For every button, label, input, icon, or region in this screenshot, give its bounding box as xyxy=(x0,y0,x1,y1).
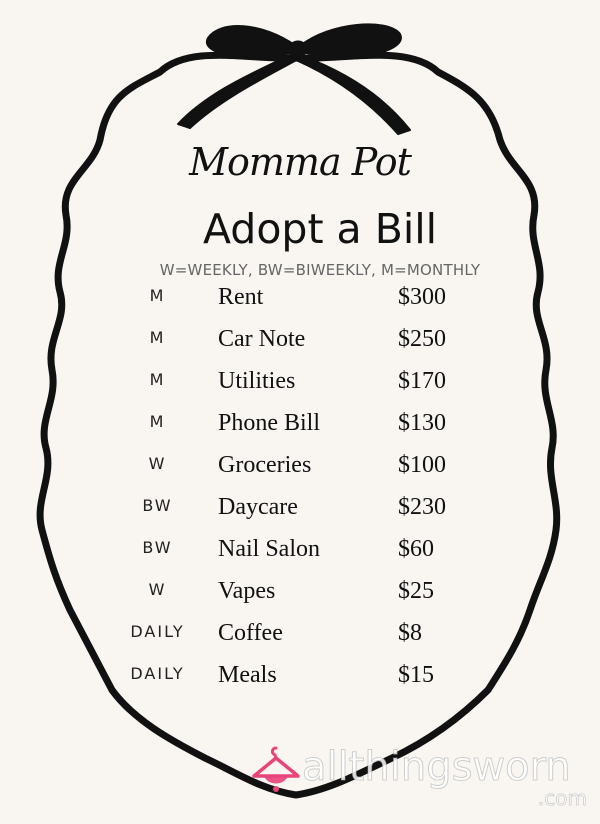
bill-name: Coffee xyxy=(218,620,283,646)
bill-amount: $25 xyxy=(398,578,434,604)
bill-name: Vapes xyxy=(218,578,276,604)
bill-frequency: W xyxy=(148,580,167,599)
bill-name: Daycare xyxy=(218,494,298,520)
bill-amount: $250 xyxy=(398,326,446,352)
bill-amount: $170 xyxy=(398,368,446,394)
bill-amount: $230 xyxy=(398,494,446,520)
ribbon-bow-icon xyxy=(178,24,410,134)
bill-row xyxy=(0,326,600,368)
bill-name: Rent xyxy=(218,284,264,310)
bill-name: Phone Bill xyxy=(218,410,321,436)
bill-name: Nail Salon xyxy=(218,536,320,562)
bill-frequency: BW xyxy=(142,538,173,557)
watermark xyxy=(250,738,595,813)
hanger-icon xyxy=(250,742,302,794)
bill-row xyxy=(0,452,600,494)
bill-frequency: M xyxy=(149,286,166,305)
bill-row xyxy=(0,368,600,410)
watermark-domain: .com xyxy=(537,786,587,810)
bill-amount: $300 xyxy=(398,284,446,310)
bill-list xyxy=(0,284,600,704)
bill-name: Car Note xyxy=(218,326,306,352)
bill-amount: $130 xyxy=(398,410,446,436)
bill-row xyxy=(0,536,600,578)
bill-row xyxy=(0,410,600,452)
bill-amount: $100 xyxy=(398,452,446,478)
watermark-text: allthingsworn xyxy=(302,744,571,790)
bill-name: Meals xyxy=(218,662,277,688)
bill-row xyxy=(0,494,600,536)
brand-logo-text: Momma Pot xyxy=(189,140,411,184)
bill-amount: $8 xyxy=(398,620,422,646)
bill-amount: $15 xyxy=(398,662,434,688)
frequency-legend: W=WEEKLY, BW=BIWEEKLY, M=MONTHLY xyxy=(159,261,481,279)
bill-frequency: DAILY xyxy=(130,664,185,683)
bill-row xyxy=(0,620,600,662)
page-title: Adopt a Bill xyxy=(202,205,438,253)
bill-frequency: W xyxy=(148,454,167,473)
bill-name: Groceries xyxy=(218,452,312,478)
bill-frequency: M xyxy=(149,370,166,389)
bill-row xyxy=(0,578,600,620)
bill-row xyxy=(0,662,600,704)
bill-frequency: BW xyxy=(142,496,173,515)
bill-name: Utilities xyxy=(218,368,296,394)
bill-frequency: DAILY xyxy=(130,622,185,641)
bill-amount: $60 xyxy=(398,536,434,562)
bill-row xyxy=(0,284,600,326)
bill-frequency: M xyxy=(149,412,166,431)
bill-frequency: M xyxy=(149,328,166,347)
